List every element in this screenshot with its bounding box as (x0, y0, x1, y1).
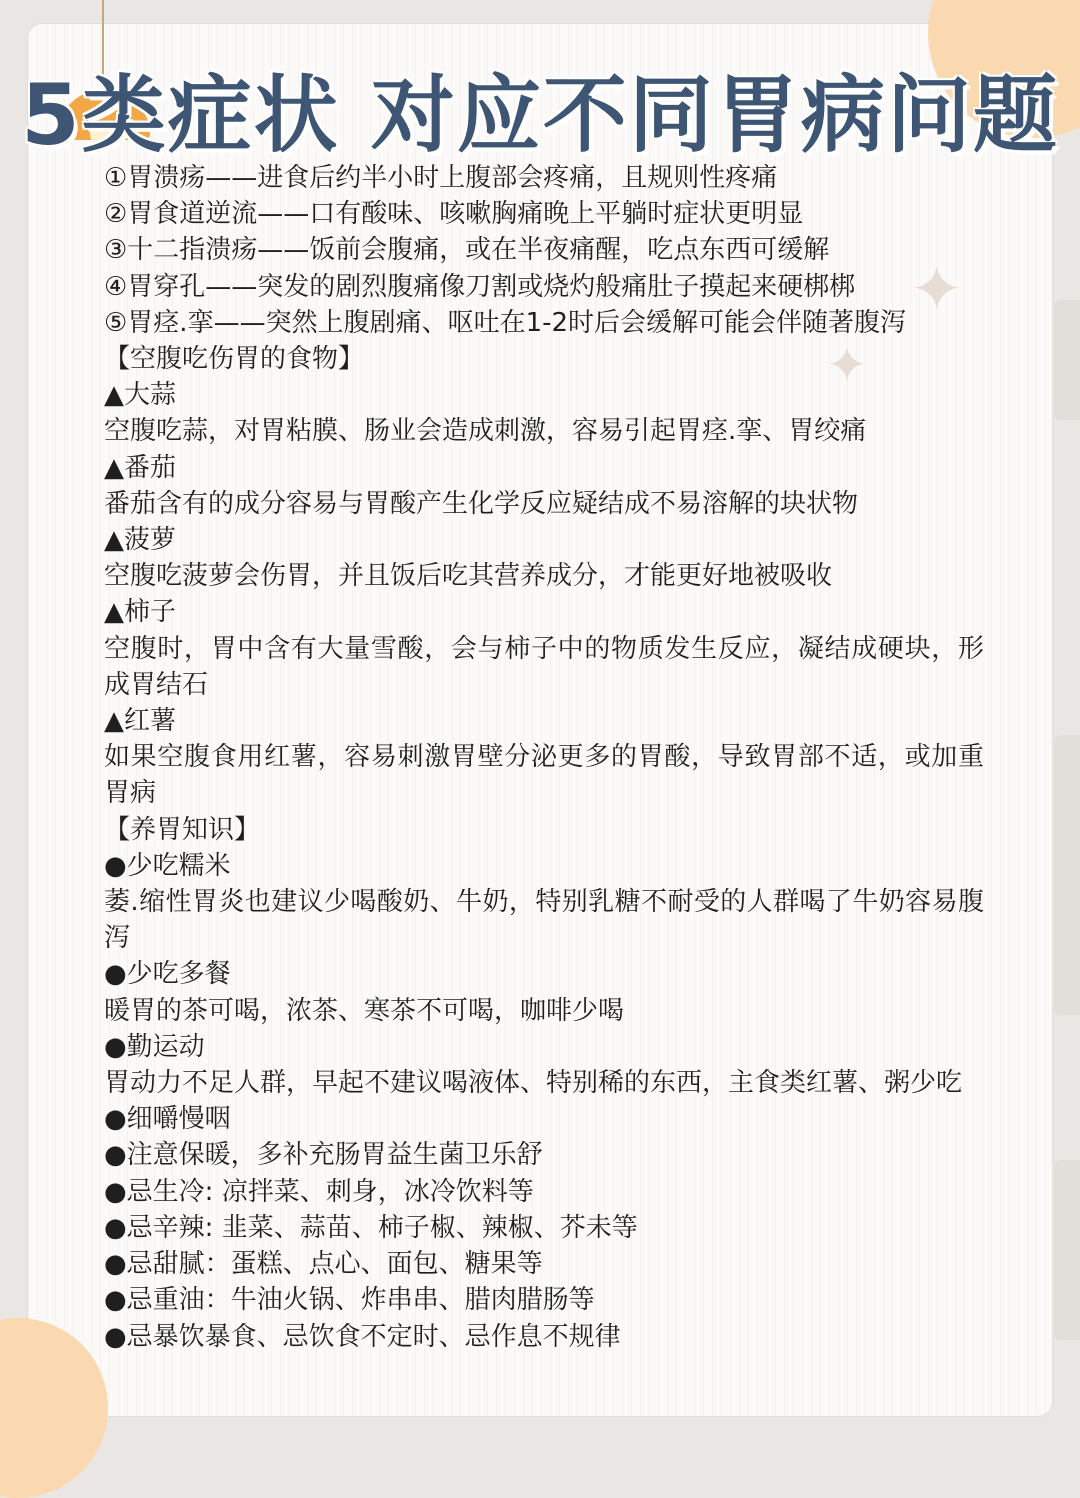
section-heading-foods: 【空腹吃伤胃的食物】 (104, 344, 365, 375)
symptom-line: ④胃穿孔——突发的剧烈腹痛像刀割或烧灼般痛肚子摸起来硬梆梆 (104, 271, 856, 302)
tip-name: ●少吃多餐 (104, 959, 231, 990)
food-name: ▲菠萝 (104, 525, 176, 556)
section-heading-knowledge: 【养胃知识】 (104, 814, 261, 845)
tip-name: ●少吃糯米 (104, 850, 231, 881)
page-title: 5类症状 对应不同胃病问题 (21, 66, 1059, 164)
tip-name: ●忌生冷: 凉拌菜、刺身，冰冷饮料等 (104, 1176, 534, 1207)
side-tab-decoration (1054, 300, 1080, 420)
food-desc: 空腹吃菠萝会伤胃，并且饭后吃其营养成分，才能更好地被吸收 (104, 561, 833, 592)
symptom-line: ①胃溃疡——进食后约半小时上腹部会疼痛，且规则性疼痛 (104, 163, 778, 193)
symptom-line: ②胃食道逆流——口有酸味、咳嗽胸痛晚上平躺时症状更明显 (104, 199, 804, 230)
food-name: ▲番茄 (104, 452, 176, 483)
food-desc: 如果空腹食用红薯，容易刺激胃壁分泌更多的胃酸，导致胃部不适，或加重胃病 (104, 742, 984, 809)
tip-name: ●忌辛辣: 韭菜、蒜苗、柿子椒、辣椒、芥未等 (104, 1212, 638, 1243)
symptom-line: ③十二指溃疡——饭前会腹痛，或在半夜痛醒，吃点东西可缓解 (104, 235, 830, 266)
food-name: ▲柿子 (104, 597, 176, 628)
tip-name: ●忌暴饮暴食、忌饮食不定时、忌作息不规律 (104, 1321, 621, 1352)
article-body (104, 160, 984, 1355)
tip-name: ●细嚼慢咽 (104, 1104, 231, 1135)
tip-name: ●注意保暖，多补充肠胃益生菌卫乐舒 (104, 1140, 543, 1171)
tip-name: ●勤运动 (104, 1031, 205, 1062)
tip-desc: 胃动力不足人群，早起不建议喝液体、特别稀的东西，主食类红薯、粥少吃 (104, 1068, 963, 1099)
food-desc: 空腹吃蒜，对胃粘膜、肠业会造成刺激，容易引起胃痉.挛、胃绞痛 (104, 416, 867, 447)
food-name: ▲红薯 (104, 706, 176, 737)
tip-desc: 暖胃的茶可喝，浓茶、寒茶不可喝，咖啡少喝 (104, 995, 625, 1026)
tip-desc: 萎.缩性胃炎也建议少喝酸奶、牛奶，特别乳糖不耐受的人群喝了牛奶容易腹泻 (104, 887, 984, 954)
symptom-line: ⑤胃痉.挛——突然上腹剧痛、呕吐在1-2时后会缓解可能会伴随著腹泻 (104, 307, 907, 338)
tip-name: ●忌重油：牛油火锅、炸串串、腊肉腊肠等 (104, 1285, 595, 1316)
sparkle-icon: ✦ (910, 253, 964, 327)
side-tab-decoration (1054, 1160, 1080, 1340)
food-name: ▲大蒜 (104, 380, 176, 411)
sparkle-icon: ✦ (826, 336, 868, 394)
tip-name: ●忌甜腻：蛋糕、点心、面包、糖果等 (104, 1249, 543, 1280)
food-desc: 番茄含有的成分容易与胃酸产生化学反应疑结成不易溶解的块状物 (104, 488, 859, 519)
side-tab-decoration (1054, 735, 1080, 1015)
food-desc: 空腹时，胃中含有大量雪酸，会与柿子中的物质发生反应，凝结成硬块，形成胃结石 (104, 633, 984, 700)
